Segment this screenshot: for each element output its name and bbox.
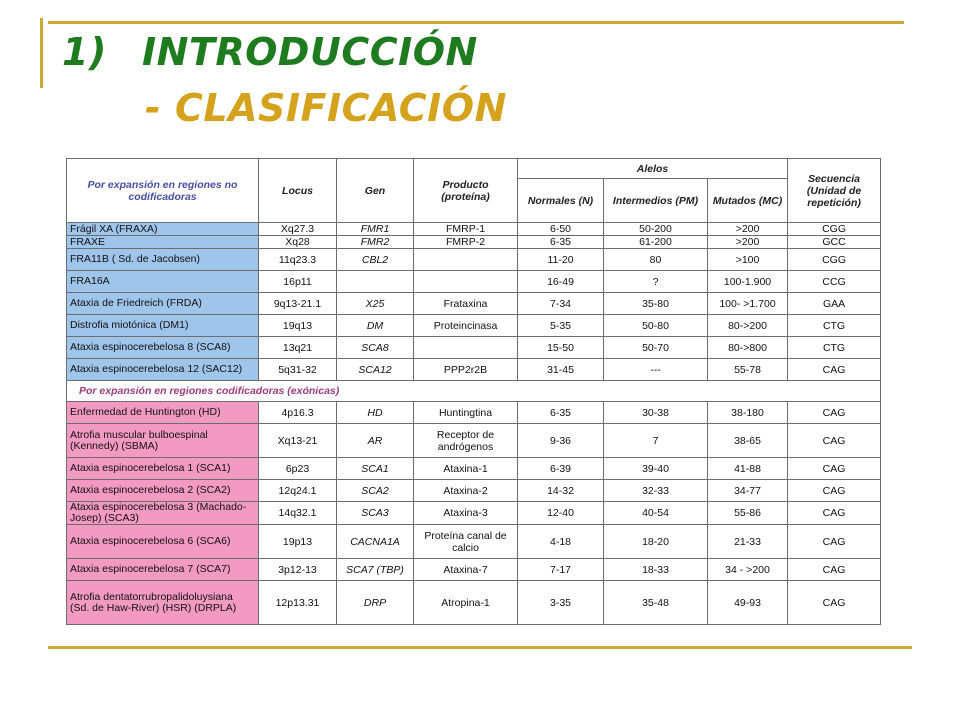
locus-cell: 16p11	[259, 271, 337, 293]
product-cell	[414, 249, 518, 271]
intermediate-alleles-cell: 80	[604, 249, 708, 271]
header-producto: Producto (proteína)	[414, 159, 518, 223]
intermediate-alleles-cell: ---	[604, 359, 708, 381]
noncoding-rows	[67, 223, 881, 381]
table-row	[67, 223, 881, 236]
disease-name-cell: Distrofia miotónica (DM1)	[67, 315, 259, 337]
intermediate-alleles-cell: 40-54	[604, 502, 708, 525]
sequence-cell: CAG	[788, 525, 881, 559]
table-row	[67, 359, 881, 381]
product-cell: Atropina-1	[414, 581, 518, 625]
normal-alleles-cell: 14-32	[518, 480, 604, 502]
gene-cell: SCA12	[337, 359, 414, 381]
intermediate-alleles-cell: 7	[604, 424, 708, 458]
left-rule	[40, 18, 43, 88]
mutated-alleles-cell: 34-77	[708, 480, 788, 502]
locus-cell: 9q13-21.1	[259, 293, 337, 315]
mutated-alleles-cell: 34 - >200	[708, 559, 788, 581]
mutated-alleles-cell: >100	[708, 249, 788, 271]
sequence-cell: CAG	[788, 559, 881, 581]
header-mutados: Mutados (MC)	[708, 179, 788, 223]
table-row	[67, 249, 881, 271]
product-cell: FMRP-1	[414, 223, 518, 236]
header-secuencia: Secuencia (Unidad de repetición)	[788, 159, 881, 223]
slide-title	[62, 30, 478, 74]
disease-name-cell: Frágil XA (FRAXA)	[67, 223, 259, 236]
mutated-alleles-cell: 21-33	[708, 525, 788, 559]
sequence-cell: CAG	[788, 402, 881, 424]
product-cell: Proteína canal de calcio	[414, 525, 518, 559]
normal-alleles-cell: 15-50	[518, 337, 604, 359]
gene-cell: CBL2	[337, 249, 414, 271]
header-gen: Gen	[337, 159, 414, 223]
locus-cell: Xq13-21	[259, 424, 337, 458]
disease-name-cell: Atrofia muscular bulboespinal (Kennedy) (SBMA)	[67, 424, 259, 458]
product-cell: Frataxina	[414, 293, 518, 315]
sequence-cell: CGG	[788, 223, 881, 236]
gene-cell: SCA7 (TBP)	[337, 559, 414, 581]
intermediate-alleles-cell: 35-80	[604, 293, 708, 315]
gene-cell: FMR2	[337, 236, 414, 249]
disease-name-cell: FRA16A	[67, 271, 259, 293]
product-cell	[414, 337, 518, 359]
disease-name-cell: Ataxia espinocerebelosa 7 (SCA7)	[67, 559, 259, 581]
locus-cell: 6p23	[259, 458, 337, 480]
intermediate-alleles-cell: 30-38	[604, 402, 708, 424]
product-cell: PPP2r2B	[414, 359, 518, 381]
mutated-alleles-cell: 41-88	[708, 458, 788, 480]
sequence-cell: GCC	[788, 236, 881, 249]
coding-group-row	[67, 381, 881, 402]
intermediate-alleles-cell: 39-40	[604, 458, 708, 480]
table-row	[67, 480, 881, 502]
normal-alleles-cell: 6-35	[518, 236, 604, 249]
gene-cell	[337, 271, 414, 293]
mutated-alleles-cell: >200	[708, 223, 788, 236]
intermediate-alleles-cell: 32-33	[604, 480, 708, 502]
mutated-alleles-cell: >200	[708, 236, 788, 249]
table-row	[67, 458, 881, 480]
mutated-alleles-cell: 80->200	[708, 315, 788, 337]
normal-alleles-cell: 11-20	[518, 249, 604, 271]
gene-cell: HD	[337, 402, 414, 424]
gene-cell: SCA2	[337, 480, 414, 502]
locus-cell: 13q21	[259, 337, 337, 359]
disease-name-cell: Ataxia espinocerebelosa 12 (SAC12)	[67, 359, 259, 381]
mutated-alleles-cell: 100-1.900	[708, 271, 788, 293]
mutated-alleles-cell: 55-78	[708, 359, 788, 381]
normal-alleles-cell: 9-36	[518, 424, 604, 458]
locus-cell: Xq27.3	[259, 223, 337, 236]
sequence-cell: CCG	[788, 271, 881, 293]
normal-alleles-cell: 12-40	[518, 502, 604, 525]
mutated-alleles-cell: 80->800	[708, 337, 788, 359]
disease-name-cell: Enfermedad de Huntington (HD)	[67, 402, 259, 424]
intermediate-alleles-cell: 50-200	[604, 223, 708, 236]
slide-subtitle: - CLASIFICACIÓN	[145, 86, 507, 130]
disease-name-cell: Ataxia espinocerebelosa 3 (Machado-Josep) (SCA3)	[67, 502, 259, 525]
mutated-alleles-cell: 49-93	[708, 581, 788, 625]
product-cell: Ataxina-7	[414, 559, 518, 581]
sequence-cell: GAA	[788, 293, 881, 315]
table-row	[67, 315, 881, 337]
disease-name-cell: FRA11B ( Sd. de Jacobsen)	[67, 249, 259, 271]
title-number: 1)	[62, 30, 107, 74]
product-cell: Ataxina-1	[414, 458, 518, 480]
locus-cell: 12q24.1	[259, 480, 337, 502]
locus-cell: 14q32.1	[259, 502, 337, 525]
normal-alleles-cell: 6-50	[518, 223, 604, 236]
intermediate-alleles-cell: ?	[604, 271, 708, 293]
table-row	[67, 402, 881, 424]
normal-alleles-cell: 7-17	[518, 559, 604, 581]
top-rule	[48, 21, 904, 24]
coding-rows	[67, 402, 881, 625]
gene-cell: SCA1	[337, 458, 414, 480]
locus-cell: 19q13	[259, 315, 337, 337]
product-cell: Huntingtina	[414, 402, 518, 424]
locus-cell: 5q31-32	[259, 359, 337, 381]
classification-table	[66, 158, 881, 625]
sequence-cell: CAG	[788, 458, 881, 480]
disease-name-cell: FRAXE	[67, 236, 259, 249]
intermediate-alleles-cell: 35-48	[604, 581, 708, 625]
sequence-cell: CAG	[788, 581, 881, 625]
product-cell: Proteincinasa	[414, 315, 518, 337]
mutated-alleles-cell: 100- >1.700	[708, 293, 788, 315]
table-row	[67, 525, 881, 559]
locus-cell: 11q23.3	[259, 249, 337, 271]
table-row	[67, 502, 881, 525]
product-cell: Ataxina-2	[414, 480, 518, 502]
sequence-cell: CAG	[788, 480, 881, 502]
normal-alleles-cell: 7-34	[518, 293, 604, 315]
title-main: INTRODUCCIÓN	[142, 30, 478, 74]
mutated-alleles-cell: 38-180	[708, 402, 788, 424]
normal-alleles-cell: 16-49	[518, 271, 604, 293]
sequence-cell: CTG	[788, 337, 881, 359]
gene-cell: FMR1	[337, 223, 414, 236]
gene-cell: CACNA1A	[337, 525, 414, 559]
normal-alleles-cell: 6-39	[518, 458, 604, 480]
mutated-alleles-cell: 55-86	[708, 502, 788, 525]
disease-name-cell: Ataxia espinocerebelosa 6 (SCA6)	[67, 525, 259, 559]
intermediate-alleles-cell: 18-20	[604, 525, 708, 559]
normal-alleles-cell: 4-18	[518, 525, 604, 559]
gene-cell: SCA3	[337, 502, 414, 525]
gene-cell: DM	[337, 315, 414, 337]
disease-name-cell: Ataxia espinocerebelosa 2 (SCA2)	[67, 480, 259, 502]
header-intermedios: Intermedios (PM)	[604, 179, 708, 223]
intermediate-alleles-cell: 50-70	[604, 337, 708, 359]
sequence-cell: CAG	[788, 502, 881, 525]
intermediate-alleles-cell: 61-200	[604, 236, 708, 249]
gene-cell: SCA8	[337, 337, 414, 359]
locus-cell: 3p12-13	[259, 559, 337, 581]
table-row	[67, 581, 881, 625]
bottom-rule	[48, 646, 912, 649]
mutated-alleles-cell: 38-65	[708, 424, 788, 458]
normal-alleles-cell: 6-35	[518, 402, 604, 424]
normal-alleles-cell: 31-45	[518, 359, 604, 381]
product-cell: FMRP-2	[414, 236, 518, 249]
disease-name-cell: Ataxia espinocerebelosa 1 (SCA1)	[67, 458, 259, 480]
locus-cell: 12p13.31	[259, 581, 337, 625]
table-row	[67, 236, 881, 249]
normal-alleles-cell: 3-35	[518, 581, 604, 625]
table-row	[67, 424, 881, 458]
header-alelos: Alelos	[518, 159, 788, 179]
sequence-cell: CTG	[788, 315, 881, 337]
table-row	[67, 337, 881, 359]
header-normales: Normales (N)	[518, 179, 604, 223]
intermediate-alleles-cell: 50-80	[604, 315, 708, 337]
intermediate-alleles-cell: 18-33	[604, 559, 708, 581]
locus-cell: Xq28	[259, 236, 337, 249]
gene-cell: X25	[337, 293, 414, 315]
gene-cell: DRP	[337, 581, 414, 625]
disease-name-cell: Ataxia de Friedreich (FRDA)	[67, 293, 259, 315]
locus-cell: 19p13	[259, 525, 337, 559]
disease-name-cell: Ataxia espinocerebelosa 8 (SCA8)	[67, 337, 259, 359]
table-row	[67, 559, 881, 581]
disease-name-cell: Atrofia dentatorrubropalidoluysiana (Sd. de Haw-River) (HSR) (DRPLA)	[67, 581, 259, 625]
normal-alleles-cell: 5-35	[518, 315, 604, 337]
coding-group-header: Por expansión en regiones codificadoras (exónicas)	[67, 381, 881, 402]
table-row	[67, 293, 881, 315]
noncoding-group-header: Por expansión en regiones no codificadoras	[67, 159, 259, 223]
gene-cell: AR	[337, 424, 414, 458]
header-locus: Locus	[259, 159, 337, 223]
table-row	[67, 271, 881, 293]
sequence-cell: CAG	[788, 359, 881, 381]
product-cell: Receptor de andrógenos	[414, 424, 518, 458]
product-cell: Ataxina-3	[414, 502, 518, 525]
sequence-cell: CGG	[788, 249, 881, 271]
sequence-cell: CAG	[788, 424, 881, 458]
product-cell	[414, 271, 518, 293]
locus-cell: 4p16.3	[259, 402, 337, 424]
